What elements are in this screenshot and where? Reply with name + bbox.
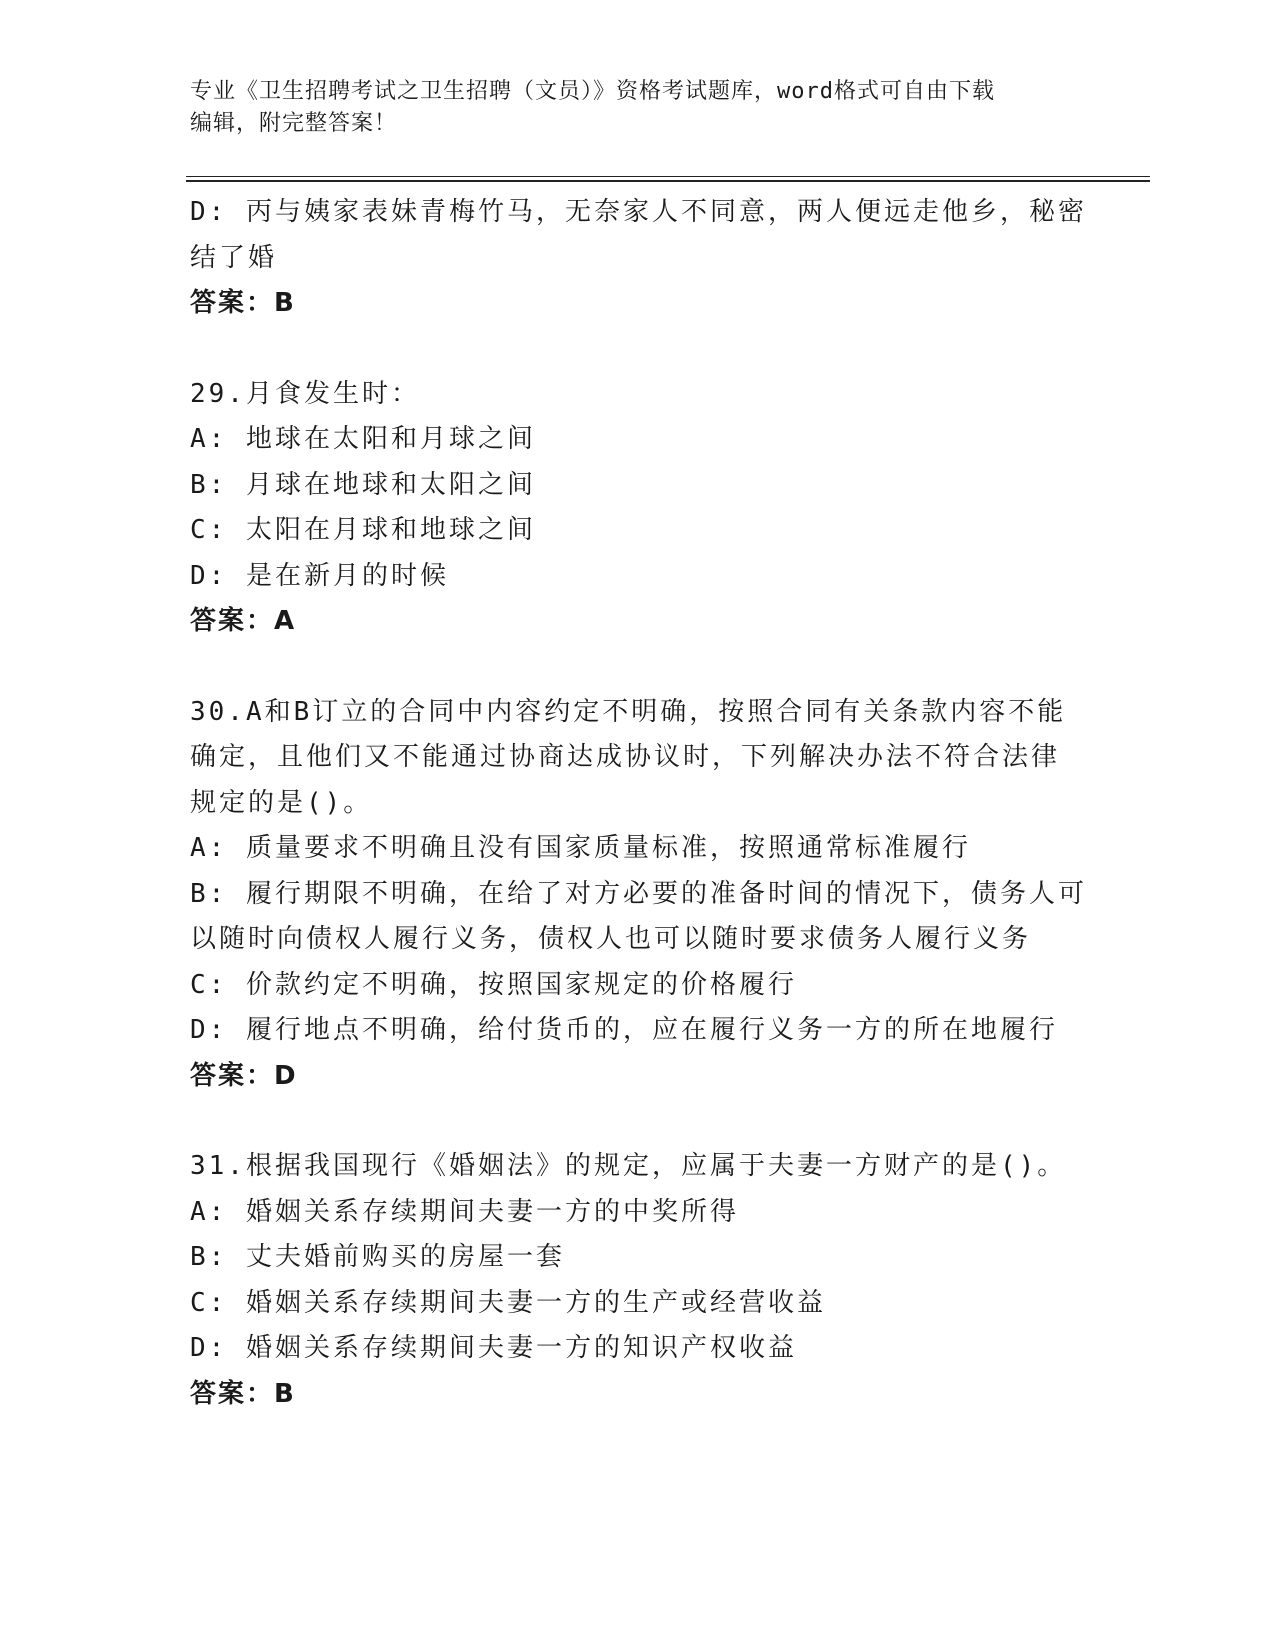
- question-text: 29.月食发生时：: [190, 378, 420, 409]
- question-29: [190, 372, 1090, 645]
- option-d: D: 履行地点不明确，给付货币的，应在履行义务一方的所在地履行: [190, 1015, 1058, 1045]
- question-text: 31.根据我国现行《婚姻法》的规定，应属于夫妻一方财产的是()。: [190, 1151, 1067, 1181]
- option-a: A: 质量要求不明确且没有国家质量标准，按照通常标准履行: [190, 833, 971, 863]
- spacer: [190, 327, 1090, 372]
- question-30: [190, 690, 1090, 1100]
- question-content: [190, 190, 1090, 1417]
- header-divider-thin: [186, 176, 1150, 177]
- option-d-continued: 结了婚: [190, 242, 278, 273]
- option-a: A: 婚姻关系存续期间夫妻一方的中奖所得: [190, 1196, 739, 1227]
- option-b-continued: 以随时向债权人履行义务，债权人也可以随时要求债务人履行义务: [190, 924, 1032, 954]
- spacer: [190, 1099, 1090, 1144]
- option-a: A: 地球在太阳和月球之间: [190, 424, 536, 454]
- document-header: [190, 76, 1070, 140]
- answer: 答案：A: [190, 606, 297, 636]
- spacer: [190, 645, 1090, 690]
- question-text-continued: 确定，且他们又不能通过协商达成协议时，下列解决办法不符合法律: [190, 742, 1061, 772]
- option-c: C: 婚姻关系存续期间夫妻一方的生产或经营收益: [190, 1287, 826, 1318]
- question-text-continued: 规定的是()。: [190, 787, 373, 818]
- header-divider-thick: [186, 180, 1150, 182]
- option-c: C: 价款约定不明确，按照国家规定的价格履行: [190, 969, 797, 1000]
- option-b: B: 丈夫婚前购买的房屋一套: [190, 1242, 565, 1272]
- option-b: B: 履行期限不明确，在给了对方必要的准备时间的情况下，债务人可: [190, 878, 1087, 909]
- answer: 答案：B: [190, 288, 296, 318]
- answer: 答案：B: [190, 1378, 296, 1409]
- question-text: 30.A和B订立的合同中内容约定不明确，按照合同有关条款内容不能: [190, 696, 1067, 727]
- option-d: D: 婚姻关系存续期间夫妻一方的知识产权收益: [190, 1333, 797, 1363]
- option-c: C: 太阳在月球和地球之间: [190, 515, 536, 545]
- previous-question-tail: [190, 190, 1090, 327]
- option-b: B: 月球在地球和太阳之间: [190, 469, 536, 500]
- header-line-1: 专业《卫生招聘考试之卫生招聘（文员）》资格考试题库，word格式可自由下载: [190, 79, 995, 104]
- option-d: D: 丙与姨家表妹青梅竹马，无奈家人不同意，两人便远走他乡，秘密: [190, 197, 1087, 227]
- question-31: [190, 1144, 1090, 1417]
- option-d: D: 是在新月的时候: [190, 560, 449, 591]
- header-line-2: 编辑，附完整答案！: [190, 111, 398, 136]
- answer: 答案：D: [190, 1060, 298, 1091]
